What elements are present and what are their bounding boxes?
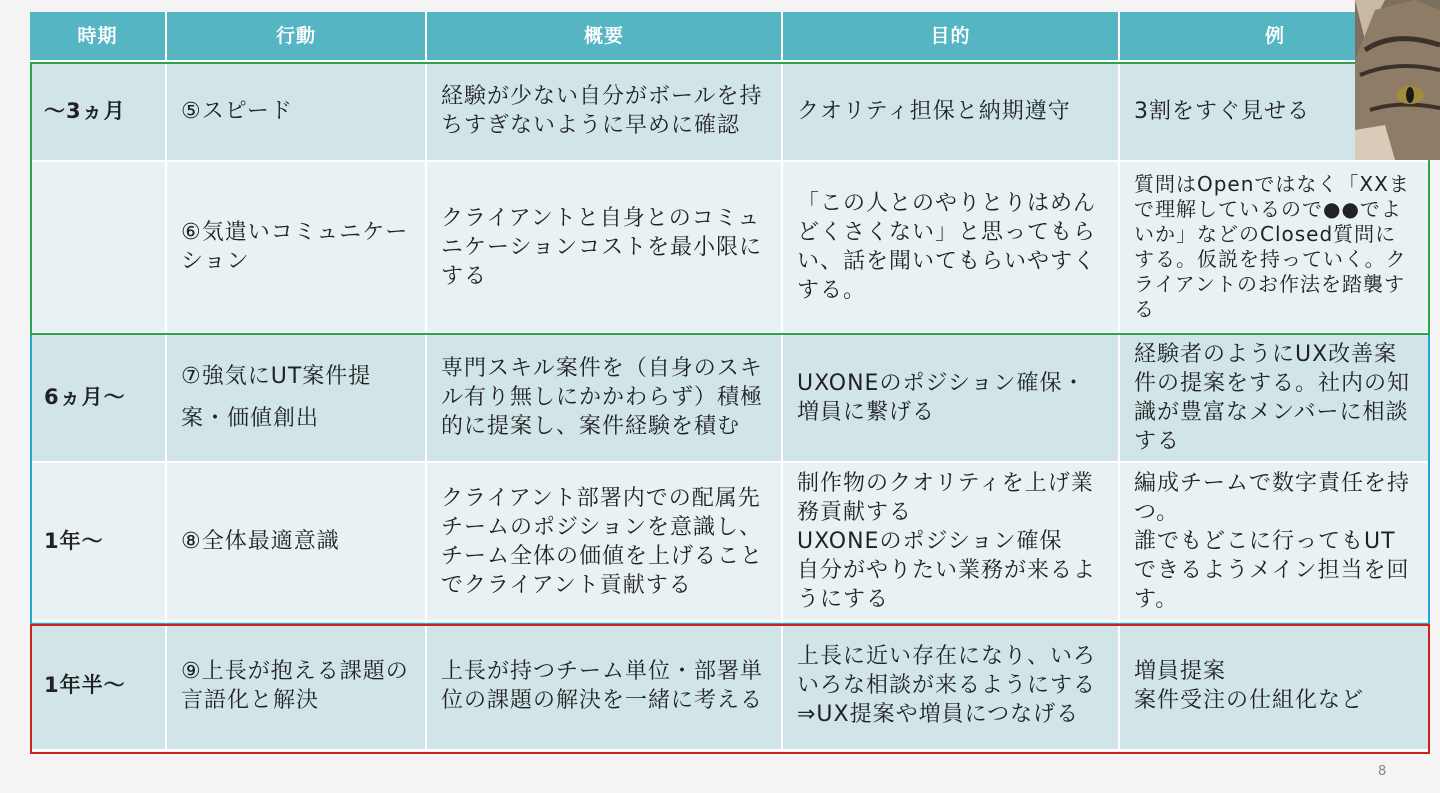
example-cell [1120,622,1430,749]
table-header [30,12,1430,62]
header-action: 行動 [167,12,427,60]
summary-cell: 上長が持つチーム単位・部署単位の課題の解決を一緒に考える [427,622,783,749]
purpose-cell: 「この人とのやりとりはめんどくさくない」と思ってもらい、話を聞いてもらいやすくする。 [783,162,1120,332]
purpose-line: 制作物のクオリティを上げ業務貢献する [797,471,1094,525]
period-cell [30,162,167,332]
page-number: 8 [1378,764,1387,779]
header-example: 例 [1264,24,1285,47]
example-line: 誰でもどこに行ってもUTできるようメイン担当を回す。 [1134,529,1410,612]
example-cell [1120,463,1430,620]
period-cell: 1年～ [30,463,167,620]
summary-cell: 専門スキル案件を（自身のスキル有り無しにかかわらず）積極的に提案し、案件経験を積む [427,334,783,461]
summary-cell: 経験が少ない自分がボールを持ちすぎないように早めに確認 [427,62,783,160]
action-cell: ⑨上長が抱える課題の言語化と解決 [167,622,427,749]
header-purpose: 目的 [783,12,1120,60]
table-row [30,463,1430,622]
action-cell: ⑥気遣いコミュニケーション [167,162,427,332]
action-cell: ⑦強気にUT案件提案・価値創出 [167,334,427,461]
purpose-line: UXONEのポジション確保 [797,529,1063,554]
action-cell: ⑧全体最適意識 [167,463,427,620]
example-cell: 経験者のようにUX改善案件の提案をする。社内の知識が豊富なメンバーに相談する [1134,341,1411,454]
purpose-cell: クオリティ担保と納期遵守 [783,62,1120,160]
period-cell: ～3ヵ月 [30,62,167,160]
summary-cell: クライアント部署内での配属先チームのポジションを意識し、チーム全体の価値を上げることでクライアント貢献する [427,463,783,620]
table-row [30,334,1430,463]
table-row [30,622,1430,751]
example-line: 案件受注の仕組化など [1134,687,1365,713]
example-cell: 質問はOpenではなく「XXまで理解しているので●●でよいか」などのClosed質問にする。仮説を持っていく。クライアントのお作法を踏襲する [1134,172,1410,321]
example-line: 編成チームで数字責任を持つ。 [1134,471,1411,525]
example-line: 増員提案 [1134,658,1227,684]
header-period: 時期 [30,12,167,60]
table-row [30,162,1430,334]
header-summary: 概要 [427,12,783,60]
purpose-cell: 上長に近い存在になり、いろいろな相談が来るようにする⇒UX提案や増員につなげる [783,622,1120,749]
action-cell: ⑤スピード [167,62,427,160]
period-cell: 1年半～ [30,622,167,749]
purpose-line: 自分がやりたい業務が来るようにする [797,558,1097,612]
purpose-cell [783,463,1120,620]
period-cell: 6ヵ月～ [30,334,167,461]
purpose-cell: UXONEのポジション確保・増員に繋げる [783,334,1120,461]
cat-photo [1355,0,1440,160]
example-cell: 3割をすぐ見せる [1134,98,1310,124]
table-row [30,62,1430,162]
summary-cell: クライアントと自身とのコミュニケーションコストを最小限にする [427,162,783,332]
plan-table [30,12,1430,751]
